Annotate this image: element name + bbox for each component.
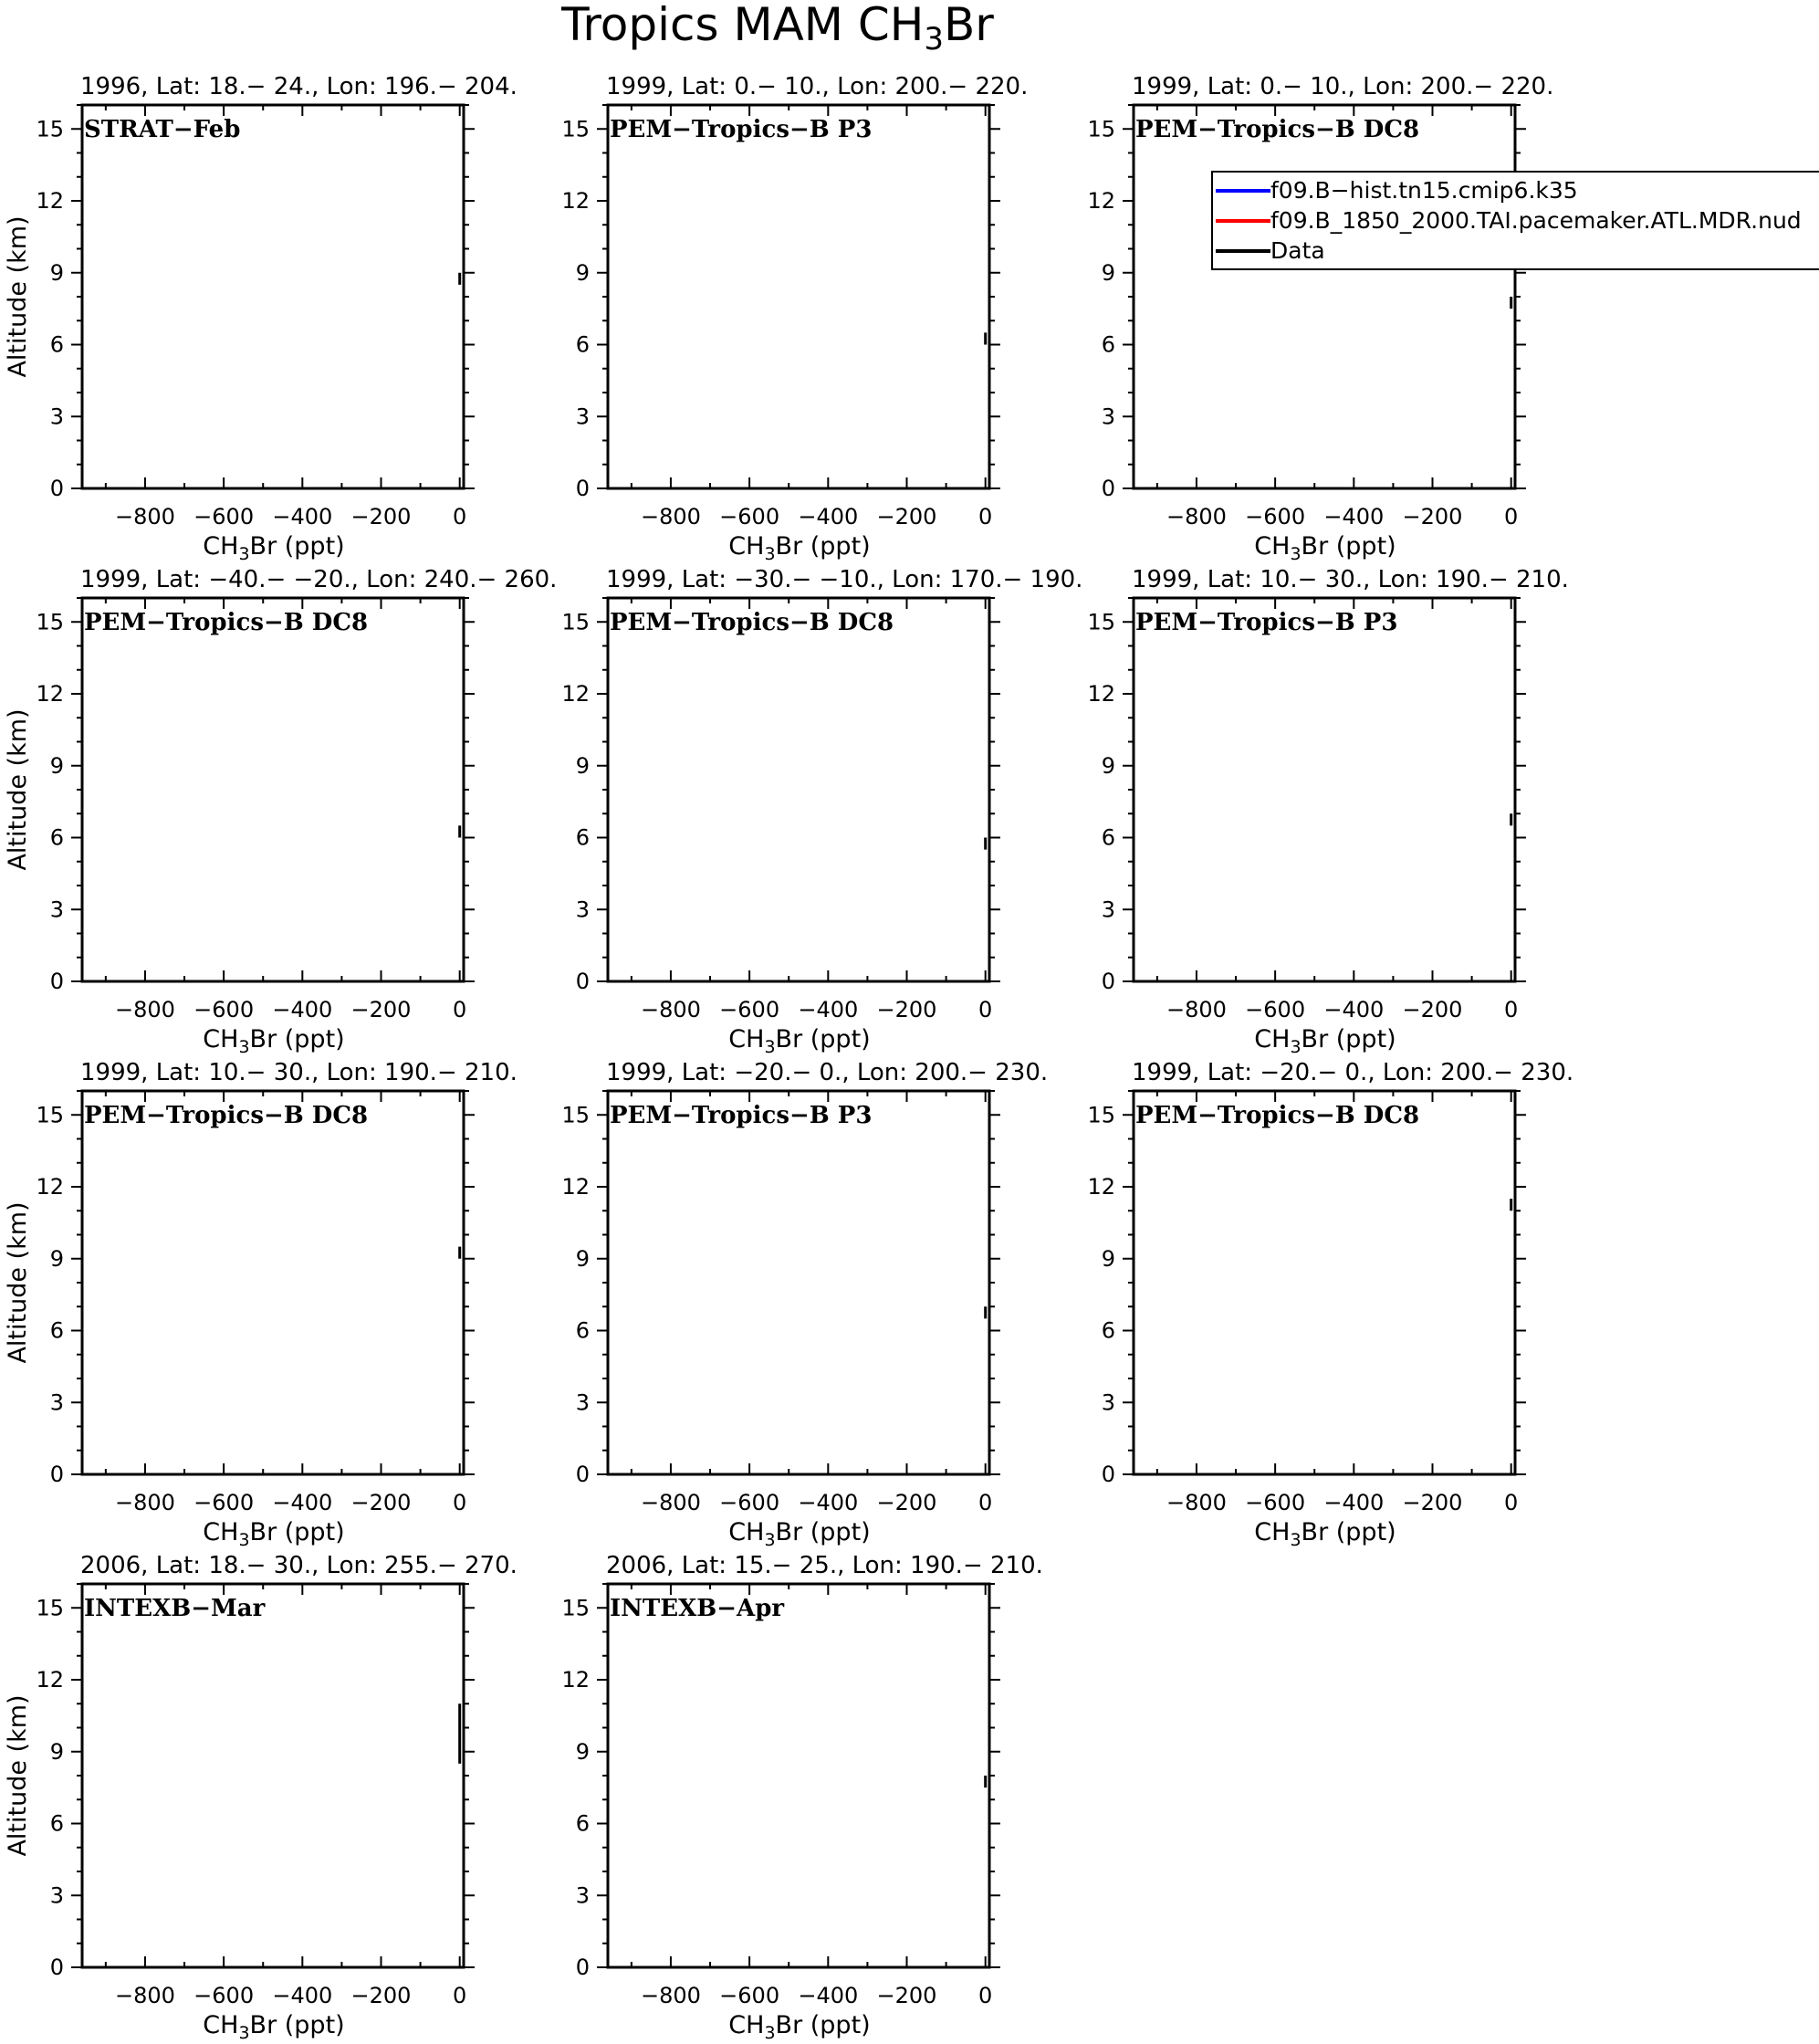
x-axis-label [203,2011,344,2043]
x-axis-label-main: CH [203,1025,239,1053]
y-tick-label: 15 [36,116,64,142]
campaign-label: PEM−Tropics−B P3 [1135,609,1398,636]
x-axis-label [203,1518,344,1550]
legend-entry: Data [1270,237,1325,264]
x-axis-label-tail: Br (ppt) [775,2011,871,2039]
x-tick-label: −400 [1323,1490,1385,1515]
y-tick-label: 6 [575,331,590,358]
y-tick-label: 0 [1101,476,1115,501]
panel-header: 1999, Lat: 10.− 30., Lon: 190.− 210. [1132,566,1569,593]
x-axis-label [203,532,344,564]
plot-frame [608,1584,989,1967]
y-axis-label: Altitude (km) [4,215,32,378]
x-axis-label-subscript: 3 [238,544,250,564]
panel-6 [1087,566,1568,1057]
x-axis-label-main: CH [203,2011,239,2039]
panel-7 [4,1059,517,1550]
x-tick-label: −800 [1166,504,1227,529]
panel-3 [1087,73,1553,564]
panel-header: 2006, Lat: 15.− 25., Lon: 190.− 210. [606,1552,1043,1579]
y-tick-label: 0 [49,969,64,994]
y-tick-label: 9 [575,259,590,286]
y-tick-label: 15 [1087,609,1115,635]
y-tick-label: 0 [1101,969,1115,994]
panel-9 [1087,1059,1573,1550]
x-tick-label: −400 [798,997,859,1022]
y-tick-label: 15 [36,1595,64,1621]
x-axis-label [728,532,870,564]
y-tick-label: 3 [575,404,590,430]
y-tick-label: 0 [575,969,590,994]
x-tick-label: −800 [640,504,701,529]
plot-frame [1134,1091,1515,1474]
x-axis-label-main: CH [1254,1025,1291,1053]
x-axis-label-subscript: 3 [764,1530,776,1550]
panel-header: 1999, Lat: −20.− 0., Lon: 200.− 230. [1132,1059,1574,1086]
y-tick-label: 12 [1087,681,1115,707]
x-tick-label: −200 [350,504,412,529]
plot-frame [82,105,464,488]
x-axis-label-tail: Br (ppt) [775,532,871,561]
x-tick-label: −200 [1402,997,1463,1022]
x-tick-label: −600 [1245,504,1306,529]
x-axis-label [728,1518,870,1550]
y-tick-label: 0 [575,1462,590,1487]
y-tick-label: 12 [1087,188,1115,214]
x-tick-label: −600 [193,1983,255,2008]
x-axis-label-tail: Br (ppt) [1301,1518,1396,1546]
panel-header: 1999, Lat: −20.− 0., Lon: 200.− 230. [606,1059,1049,1086]
y-tick-label: 6 [575,1317,590,1344]
figure-title-subscript: 3 [924,21,944,58]
y-tick-label: 3 [49,1389,64,1416]
panel-header: 1999, Lat: 0.− 10., Lon: 200.− 220. [1132,73,1554,100]
x-axis-label-subscript: 3 [1290,544,1302,564]
y-tick-label: 3 [49,1882,64,1909]
campaign-label: PEM−Tropics−B DC8 [84,609,369,636]
y-tick-label: 9 [1101,1245,1115,1272]
x-axis-label-subscript: 3 [238,2023,250,2043]
plot-frame [608,1091,989,1474]
x-tick-label: −800 [640,997,701,1022]
y-tick-label: 12 [36,1174,64,1200]
x-tick-label: −200 [1402,504,1463,529]
x-tick-label: 0 [453,504,467,529]
y-tick-label: 12 [561,1667,590,1693]
x-tick-label: −200 [1402,1490,1463,1515]
figure-title-main: Tropics MAM CH [561,0,925,51]
y-tick-label: 15 [1087,116,1115,142]
x-axis-label [728,2011,870,2043]
x-tick-label: −800 [114,504,175,529]
y-tick-label: 15 [561,1595,590,1621]
y-tick-label: 6 [1101,824,1115,851]
x-tick-label: −600 [719,504,780,529]
x-tick-label: −400 [1323,997,1385,1022]
y-tick-label: 3 [1101,1389,1115,1416]
x-tick-label: −800 [1166,1490,1227,1515]
x-axis-label-subscript: 3 [1290,1037,1302,1057]
x-tick-label: −400 [272,997,333,1022]
legend [1212,172,1819,269]
x-tick-label: −400 [798,504,859,529]
plot-frame [1134,598,1515,981]
y-tick-label: 12 [36,188,64,214]
y-tick-label: 9 [49,1738,64,1765]
panel-header: 2006, Lat: 18.− 30., Lon: 255.− 270. [80,1552,517,1579]
x-axis-label [1254,1518,1396,1550]
campaign-label: PEM−Tropics−B DC8 [1135,116,1420,143]
x-tick-label: −800 [640,1490,701,1515]
x-tick-label: −600 [719,1983,780,2008]
y-tick-label: 9 [1101,259,1115,286]
y-tick-label: 6 [1101,1317,1115,1344]
x-tick-label: 0 [453,1983,467,2008]
x-tick-label: −600 [1245,1490,1306,1515]
y-tick-label: 6 [49,331,64,358]
y-tick-label: 3 [49,404,64,430]
y-tick-label: 12 [1087,1174,1115,1200]
x-axis-label-main: CH [728,532,765,561]
figure-title-tail: Br [943,0,994,51]
x-tick-label: 0 [1504,504,1519,529]
x-axis-label [1254,532,1396,564]
panel-header: 1996, Lat: 18.− 24., Lon: 196.− 204. [80,73,517,100]
panel-1 [4,73,517,564]
x-axis-label [1254,1025,1396,1057]
y-tick-label: 15 [1087,1102,1115,1128]
x-axis-label-subscript: 3 [764,544,776,564]
x-axis-label-subscript: 3 [764,2023,776,2043]
campaign-label: PEM−Tropics−B P3 [610,1102,873,1129]
campaign-label: PEM−Tropics−B DC8 [1135,1102,1420,1129]
y-tick-label: 6 [575,1810,590,1837]
y-tick-label: 3 [49,896,64,923]
x-tick-label: −400 [798,1490,859,1515]
x-tick-label: 0 [978,1983,993,2008]
x-tick-label: −600 [193,997,255,1022]
y-tick-label: 0 [49,1955,64,1980]
y-tick-label: 12 [561,681,590,707]
y-tick-label: 15 [561,1102,590,1128]
x-axis-label-main: CH [728,1518,765,1546]
y-tick-label: 6 [575,824,590,851]
x-axis-label-main: CH [1254,1518,1291,1546]
y-tick-label: 3 [1101,404,1115,430]
campaign-label: PEM−Tropics−B DC8 [610,609,894,636]
x-axis-label-tail: Br (ppt) [249,532,345,561]
x-axis-label-subscript: 3 [238,1037,250,1057]
y-tick-label: 12 [36,681,64,707]
panel-header: 1999, Lat: −30.− −10., Lon: 170.− 190. [606,566,1083,593]
x-axis-label-tail: Br (ppt) [249,2011,345,2039]
y-tick-label: 12 [561,1174,590,1200]
panel-header: 1999, Lat: 10.− 30., Lon: 190.− 210. [80,1059,517,1086]
x-tick-label: −200 [350,1490,412,1515]
plot-frame [82,1584,464,1967]
y-tick-label: 0 [1101,1462,1115,1487]
x-tick-label: 0 [453,1490,467,1515]
panel-8 [561,1059,1048,1550]
y-tick-label: 12 [36,1667,64,1693]
x-tick-label: 0 [1504,997,1519,1022]
x-tick-label: −800 [114,1983,175,2008]
y-axis-label: Altitude (km) [4,708,32,871]
panel-11 [561,1552,1042,2043]
x-tick-label: 0 [1504,1490,1519,1515]
y-tick-label: 9 [575,752,590,779]
y-tick-label: 0 [575,476,590,501]
x-tick-label: −200 [350,1983,412,2008]
campaign-label: INTEXB−Apr [610,1595,785,1622]
y-tick-label: 12 [561,188,590,214]
x-axis-label-tail: Br (ppt) [1301,532,1396,561]
plot-frame [608,105,989,488]
x-tick-label: −600 [193,504,255,529]
campaign-label: STRAT−Feb [84,116,241,143]
y-tick-label: 15 [36,1102,64,1128]
y-tick-label: 0 [575,1955,590,1980]
y-axis-label: Altitude (km) [4,1694,32,1857]
x-axis-label-tail: Br (ppt) [249,1025,345,1053]
x-tick-label: −800 [114,1490,175,1515]
x-axis-label-tail: Br (ppt) [1301,1025,1396,1053]
x-tick-label: −800 [640,1983,701,2008]
y-tick-label: 3 [575,1389,590,1416]
y-tick-label: 3 [575,896,590,923]
x-tick-label: −600 [719,997,780,1022]
y-tick-label: 15 [561,116,590,142]
x-tick-label: −400 [1323,504,1385,529]
x-tick-label: −200 [876,997,937,1022]
panel-5 [561,566,1082,1057]
plot-frame [608,598,989,981]
y-tick-label: 6 [1101,331,1115,358]
panels [4,73,1573,2043]
x-tick-label: −800 [1166,997,1227,1022]
y-tick-label: 9 [575,1738,590,1765]
x-axis-label-main: CH [728,2011,765,2039]
x-axis-label-tail: Br (ppt) [249,1518,345,1546]
x-tick-label: −600 [193,1490,255,1515]
plot-frame [82,598,464,981]
y-tick-label: 3 [1101,896,1115,923]
x-axis-label [203,1025,344,1057]
legend-entry: f09.B−hist.tn15.cmip6.k35 [1270,177,1578,204]
y-tick-label: 3 [575,1882,590,1909]
x-tick-label: 0 [978,997,993,1022]
x-axis-label-subscript: 3 [238,1530,250,1550]
y-tick-label: 9 [49,752,64,779]
x-tick-label: −400 [272,1490,333,1515]
legend-entry: f09.B_1850_2000.TAI.pacemaker.ATL.MDR.nud [1270,207,1802,234]
x-axis-label-main: CH [1254,532,1291,561]
y-tick-label: 9 [1101,752,1115,779]
x-tick-label: −400 [272,1983,333,2008]
x-axis-label-tail: Br (ppt) [775,1518,871,1546]
y-tick-label: 9 [575,1245,590,1272]
x-axis-label-subscript: 3 [764,1037,776,1057]
x-tick-label: −400 [272,504,333,529]
campaign-label: PEM−Tropics−B DC8 [84,1102,369,1129]
plot-frame [1134,105,1515,488]
x-tick-label: −600 [1245,997,1306,1022]
y-tick-label: 6 [49,824,64,851]
campaign-label: PEM−Tropics−B P3 [610,116,873,143]
panel-header: 1999, Lat: 0.− 10., Lon: 200.− 220. [606,73,1029,100]
x-axis-label-main: CH [203,1518,239,1546]
panel-10 [4,1552,517,2043]
y-axis-label: Altitude (km) [4,1201,32,1364]
y-tick-label: 0 [49,1462,64,1487]
x-tick-label: 0 [453,997,467,1022]
y-tick-label: 0 [49,476,64,501]
y-tick-label: 15 [36,609,64,635]
y-tick-label: 9 [49,1245,64,1272]
x-tick-label: 0 [978,1490,993,1515]
x-tick-label: −800 [114,997,175,1022]
plot-frame [82,1091,464,1474]
x-tick-label: −200 [876,1490,937,1515]
panel-header: 1999, Lat: −40.− −20., Lon: 240.− 260. [80,566,558,593]
y-tick-label: 6 [49,1810,64,1837]
x-tick-label: −200 [350,997,412,1022]
x-tick-label: −600 [719,1490,780,1515]
x-tick-label: −200 [876,504,937,529]
x-tick-label: −400 [798,1983,859,2008]
x-axis-label-main: CH [728,1025,765,1053]
figure-title [560,0,994,58]
x-axis-label-main: CH [203,532,239,561]
y-tick-label: 6 [49,1317,64,1344]
x-tick-label: 0 [978,504,993,529]
y-tick-label: 9 [49,259,64,286]
y-tick-label: 15 [561,609,590,635]
x-axis-label-tail: Br (ppt) [775,1025,871,1053]
x-tick-label: −200 [876,1983,937,2008]
x-axis-label-subscript: 3 [1290,1530,1302,1550]
x-axis-label [728,1025,870,1057]
panel-2 [561,73,1028,564]
panel-4 [4,566,557,1057]
campaign-label: INTEXB−Mar [84,1595,266,1622]
